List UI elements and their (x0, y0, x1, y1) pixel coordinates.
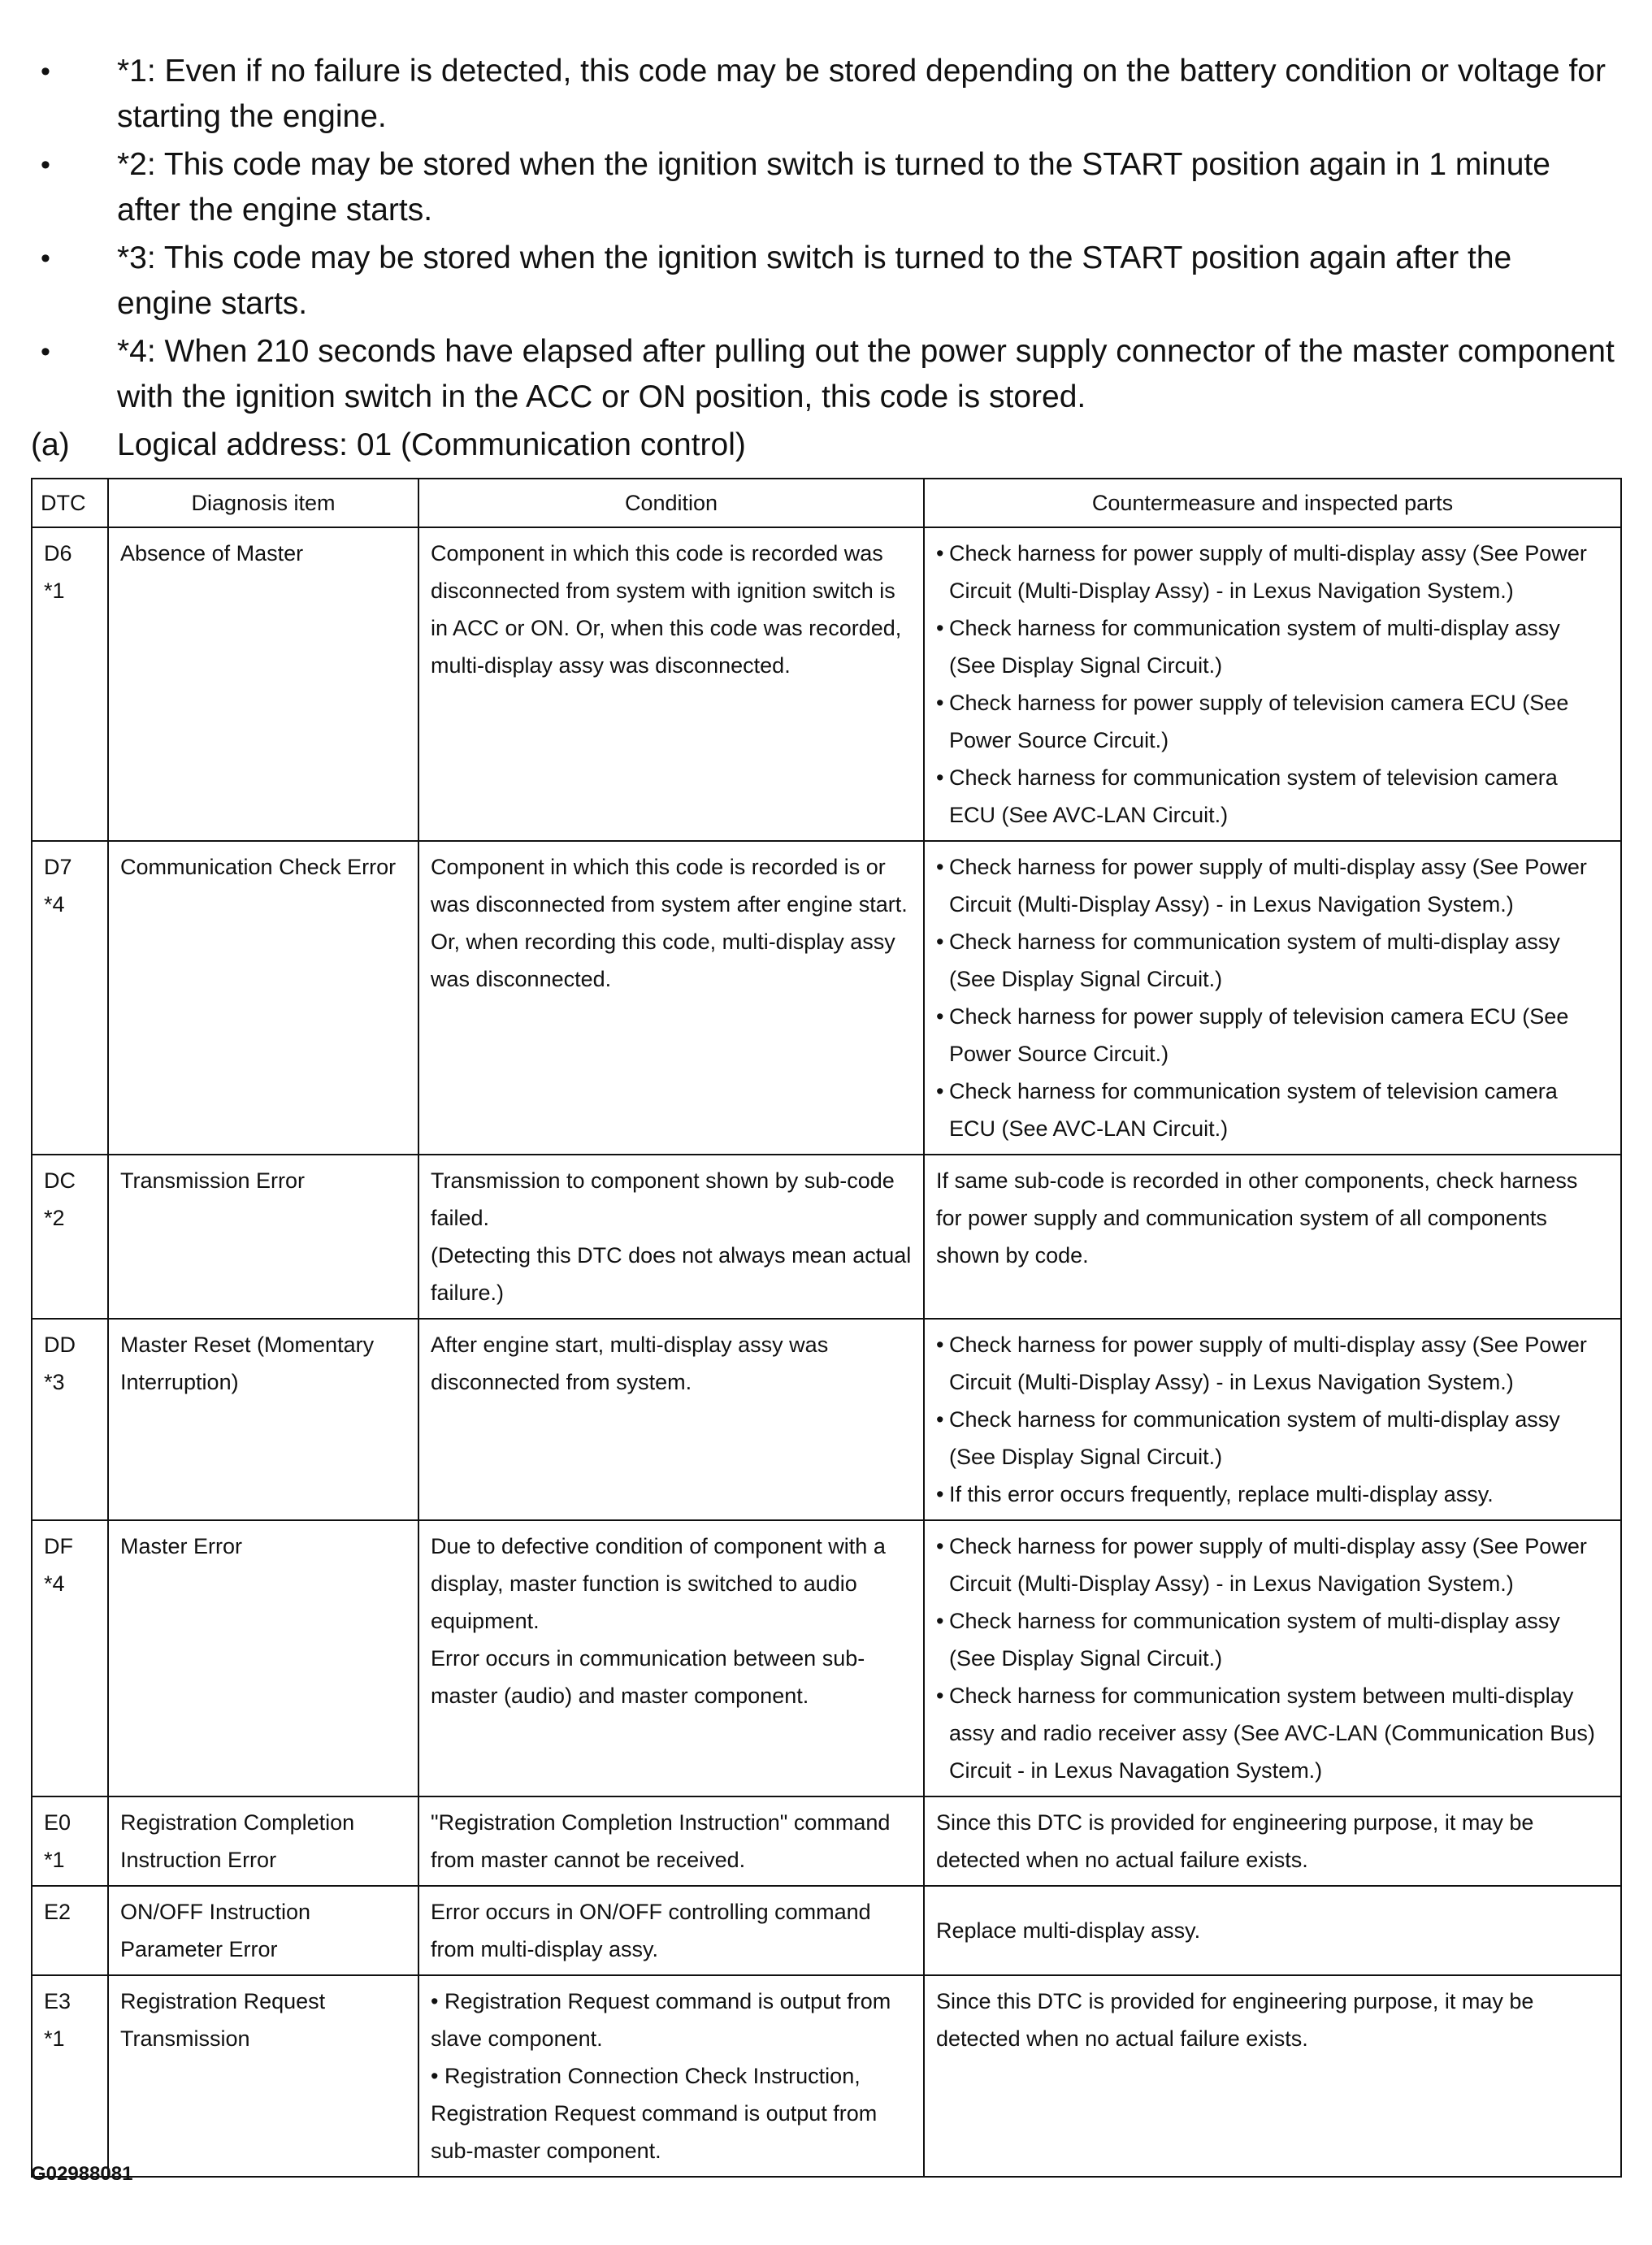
condition-text: Component in which this code is recorded was disconnected from system with ignition switch is in ACC or ON. Or, when this code was recorded, multi-display assy was disconnected. (431, 541, 902, 678)
condition-cell (418, 1319, 924, 1520)
countermeasure-item: • Check harness for power supply of multi-display assy (See Power Circuit (Multi-Display Assy) - in Lexus Navigation System.) (936, 1326, 1609, 1401)
condition-text: • Registration Connection Check Instruction, Registration Request command is output from sub-master component. (431, 2064, 878, 2163)
condition-cell (418, 1796, 924, 1886)
dtc-code: DD (44, 1333, 76, 1357)
dtc-code: E0 (44, 1810, 72, 1835)
condition-text: Transmission to component shown by sub-code failed. (431, 1168, 895, 1230)
dtc-note: *4 (44, 1571, 65, 1596)
condition-cell (418, 841, 924, 1155)
diagnosis-item-cell: Communication Check Error (108, 841, 418, 1155)
condition-text: Due to defective condition of component with a display, master function is switched to audio equipment. (431, 1534, 886, 1633)
dtc-cell (32, 1796, 108, 1886)
countermeasure-text: Since this DTC is provided for engineering purpose, it may be detected when no actual failure exists. (936, 1989, 1534, 2051)
dtc-table (31, 478, 1622, 2178)
dtc-note: *3 (44, 1370, 65, 1394)
countermeasure-item: • Check harness for power supply of multi-display assy (See Power Circuit (Multi-Display Assy) - in Lexus Navigation System.) (936, 535, 1609, 609)
table-row (32, 1886, 1621, 1975)
condition-text: (Detecting this DTC does not always mean actual failure.) (431, 1243, 912, 1305)
section-title: Logical address: 01 (Communication control) (117, 427, 746, 462)
table-row (32, 1155, 1621, 1319)
table-row (32, 841, 1621, 1155)
condition-text: • Registration Request command is output from slave component. (431, 1989, 891, 2051)
countermeasure-list (936, 848, 1609, 1147)
dtc-cell (32, 1319, 108, 1520)
countermeasure-list (936, 535, 1609, 834)
condition-cell (418, 1520, 924, 1796)
dtc-note: *4 (44, 892, 65, 917)
countermeasure-item: • Check harness for power supply of television camera ECU (See Power Source Circuit.) (936, 684, 1609, 759)
note-text: *2: This code may be stored when the ignition switch is turned to the START position again in 1 minute after the engine starts. (117, 147, 1550, 228)
section-marker: (a) (31, 427, 70, 462)
bullet-icon: • (41, 243, 50, 274)
bullet-icon: • (41, 56, 50, 87)
table-row (32, 1975, 1621, 2177)
countermeasure-list (936, 1528, 1609, 1789)
condition-cell (418, 527, 924, 841)
note-item (31, 142, 1615, 233)
countermeasure-item: • Check harness for power supply of multi-display assy (See Power Circuit (Multi-Display Assy) - in Lexus Navigation System.) (936, 1528, 1609, 1602)
condition-cell (418, 1886, 924, 1975)
section-heading (31, 423, 1615, 468)
dtc-cell (32, 527, 108, 841)
dtc-cell (32, 1975, 108, 2177)
dtc-cell (32, 1886, 108, 1975)
countermeasure-cell (924, 1155, 1621, 1319)
countermeasure-item: • Check harness for communication system of multi-display assy (See Display Signal Circuit.) (936, 1401, 1609, 1476)
countermeasure-item: • Check harness for communication system of multi-display assy (See Display Signal Circuit.) (936, 609, 1609, 684)
diagnosis-item-cell: Master Error (108, 1520, 418, 1796)
dtc-code: D7 (44, 855, 72, 879)
countermeasure-cell (924, 527, 1621, 841)
dtc-note: *1 (44, 1848, 65, 1872)
countermeasure-cell (924, 1796, 1621, 1886)
diagnosis-item-cell: Registration Request Transmission (108, 1975, 418, 2177)
column-header-condition: Condition (418, 479, 924, 527)
note-item (31, 49, 1615, 140)
diagnosis-item-cell: Master Reset (Momentary Interruption) (108, 1319, 418, 1520)
dtc-note: *1 (44, 2026, 65, 2051)
table-body (32, 527, 1621, 2177)
table-header-row (32, 479, 1621, 527)
note-text: *1: Even if no failure is detected, this code may be stored depending on the battery condition or voltage for starting the engine. (117, 54, 1606, 134)
dtc-code: DC (44, 1168, 76, 1193)
diagnosis-item-cell: Registration Completion Instruction Error (108, 1796, 418, 1886)
condition-text: Error occurs in communication between sub-master (audio) and master component. (431, 1646, 865, 1708)
column-header-diagnosis-item: Diagnosis item (108, 479, 418, 527)
dtc-code: D6 (44, 541, 72, 566)
countermeasure-item: • Check harness for power supply of multi-display assy (See Power Circuit (Multi-Display Assy) - in Lexus Navigation System.) (936, 848, 1609, 923)
countermeasure-cell (924, 1975, 1621, 2177)
note-text: *4: When 210 seconds have elapsed after pulling out the power supply connector of the master component with the ignition switch in the ACC or ON position, this code is stored. (117, 334, 1615, 414)
column-header-dtc: DTC (32, 479, 108, 527)
countermeasure-item: • Check harness for communication system of multi-display assy (See Display Signal Circuit.) (936, 1602, 1609, 1677)
countermeasure-text: Since this DTC is provided for engineering purpose, it may be detected when no actual failure exists. (936, 1810, 1534, 1872)
dtc-code: E3 (44, 1989, 72, 2013)
dtc-code: DF (44, 1534, 73, 1558)
note-text: *3: This code may be stored when the ignition switch is turned to the START position again after the engine starts. (117, 241, 1512, 321)
table-row (32, 1520, 1621, 1796)
countermeasure-text: If same sub-code is recorded in other components, check harness for power supply and communication system of all components shown by code. (936, 1168, 1578, 1268)
diagnosis-item-cell: Absence of Master (108, 527, 418, 841)
condition-text: After engine start, multi-display assy was disconnected from system. (431, 1333, 829, 1394)
bullet-icon: • (41, 150, 50, 180)
dtc-note: *1 (44, 579, 65, 603)
table-row (32, 527, 1621, 841)
condition-cell (418, 1975, 924, 2177)
dtc-cell (32, 1155, 108, 1319)
table-row (32, 1796, 1621, 1886)
countermeasure-cell (924, 1319, 1621, 1520)
dtc-note: *2 (44, 1206, 65, 1230)
condition-text: Error occurs in ON/OFF controlling command from multi-display assy. (431, 1900, 871, 1961)
countermeasure-item: • Check harness for communication system between multi-display assy and radio receiver assy (See AVC-LAN (Communication Bus) Circuit - in Lexus Navagation System.) (936, 1677, 1609, 1789)
condition-text: "Registration Completion Instruction" command from master cannot be received. (431, 1810, 891, 1872)
countermeasure-item: • If this error occurs frequently, replace multi-display assy. (936, 1476, 1609, 1513)
notes-list (31, 49, 1615, 468)
dtc-code: E2 (44, 1900, 72, 1924)
diagnosis-item-cell: Transmission Error (108, 1155, 418, 1319)
dtc-cell (32, 841, 108, 1155)
countermeasure-cell (924, 1886, 1621, 1975)
countermeasure-item: • Check harness for communication system of multi-display assy (See Display Signal Circuit.) (936, 923, 1609, 998)
dtc-cell (32, 1520, 108, 1796)
countermeasure-cell (924, 841, 1621, 1155)
condition-text: Component in which this code is recorded is or was disconnected from system after engine start. Or, when recording this code, multi-display assy was disconnected. (431, 855, 908, 991)
note-item (31, 236, 1615, 327)
table-row (32, 1319, 1621, 1520)
diagnosis-item-cell: ON/OFF Instruction Parameter Error (108, 1886, 418, 1975)
countermeasure-cell (924, 1520, 1621, 1796)
condition-cell (418, 1155, 924, 1319)
bullet-icon: • (41, 336, 50, 367)
countermeasure-item: • Check harness for communication system of television camera ECU (See AVC-LAN Circuit.) (936, 1073, 1609, 1147)
countermeasure-text: Replace multi-display assy. (936, 1918, 1201, 1943)
countermeasure-item: • Check harness for power supply of television camera ECU (See Power Source Circuit.) (936, 998, 1609, 1073)
note-item (31, 329, 1615, 420)
figure-code: G02988081 (31, 2163, 133, 2185)
countermeasure-list (936, 1326, 1609, 1513)
countermeasure-item: • Check harness for communication system of television camera ECU (See AVC-LAN Circuit.) (936, 759, 1609, 834)
column-header-countermeasure: Countermeasure and inspected parts (924, 479, 1621, 527)
